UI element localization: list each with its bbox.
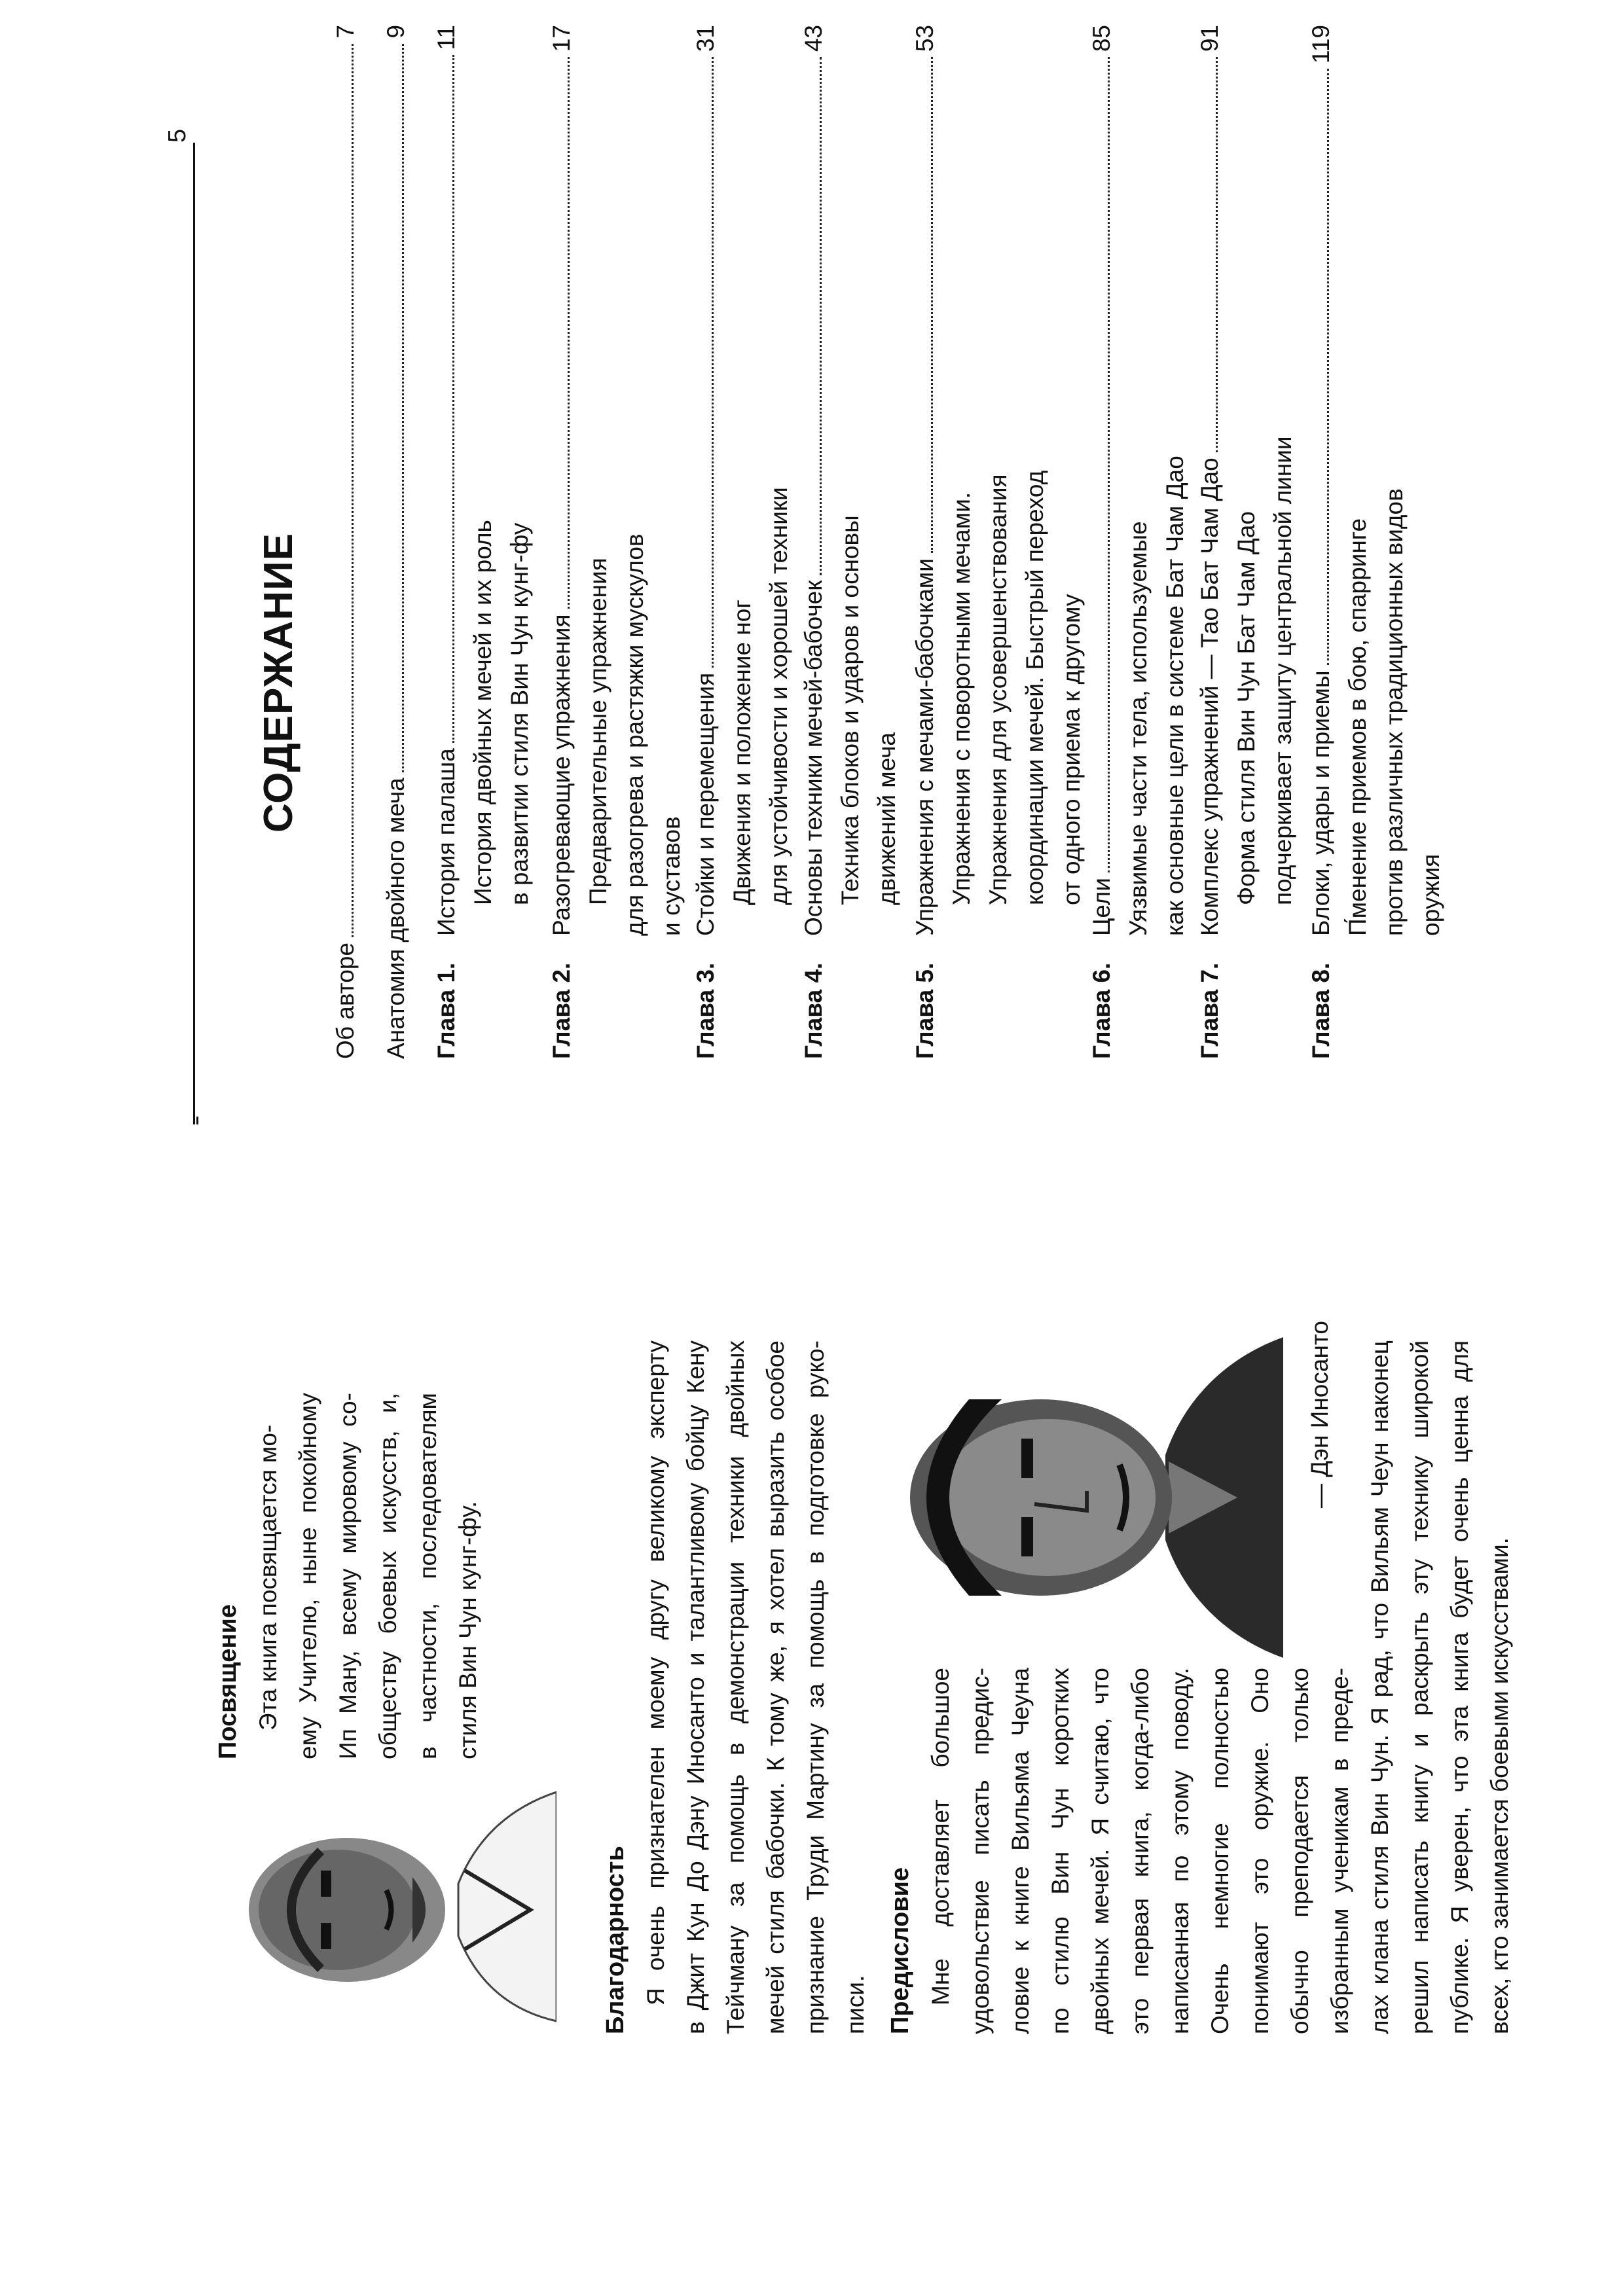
foreword-line: по стилю Вин Чун коротких: [1047, 1668, 1074, 2034]
acknowledgement-line: мечей стиля бабочки. К тому же, я хотел выразить особое: [762, 1340, 789, 2034]
toc-leader-dots: [931, 57, 933, 553]
toc-chapter-label: Глава 6.: [1088, 962, 1115, 1059]
toc-entry-subtitle: Техника блоков и ударов и основы: [837, 515, 864, 905]
top-rule-stub: [196, 1117, 198, 1124]
toc-entry-page: 31: [692, 25, 719, 52]
dedication-line: Эта книга посвящается мо-: [255, 1424, 282, 1731]
dedication-line: в частности, последователям: [414, 1393, 441, 1759]
toc-entry-page: 91: [1196, 25, 1223, 52]
toc-chapter-label: Глава 3.: [692, 962, 719, 1059]
foreword-line: избранным ученикам в преде-: [1326, 1668, 1353, 2034]
toc-entry-subtitle: подчеркивает защиту центральной линии: [1269, 436, 1296, 905]
foreword-signature: — Дэн Иносанто: [1306, 1321, 1333, 1509]
toc-chapter-label: Глава 5.: [911, 962, 938, 1059]
foreword-line: двойных мечей. Я считаю, что: [1087, 1668, 1114, 2034]
toc-entry-subtitle: для устойчивости и хорошей техники: [765, 487, 792, 905]
acknowledgement-line: Тейчману за помощь в демонстрации техники двойных: [722, 1340, 749, 2034]
toc-entry-subtitle: П́менение приемов в бою, спарринге: [1344, 518, 1371, 936]
toc-entry-subtitle: против различных традиционных видов: [1381, 488, 1408, 936]
right-page: [0, 12, 1623, 1124]
toc-chapter-label: Глава 2.: [548, 962, 575, 1059]
left-page: [0, 1196, 1623, 2244]
toc-entry-subtitle: Упражнения для усовершенствования: [985, 474, 1012, 905]
toc-chapter-label: Глава 7.: [1196, 962, 1223, 1059]
toc-entry-page: 119: [1307, 25, 1334, 63]
toc-entry-page: 17: [548, 25, 575, 52]
toc-leader-dots: [712, 57, 714, 668]
acknowledgement-line: писи.: [842, 1975, 869, 2034]
toc-entry-title: Блоки, удары и приемы: [1307, 670, 1334, 936]
acknowledgement-line: Я очень признателен моему другу великому эксперту: [642, 1340, 669, 2005]
acknowledgement-line: признание Труди Мартину за помощь в подготовке руко-: [802, 1340, 829, 2034]
toc-leader-dots: [352, 44, 354, 937]
toc-entry-chapter-5[interactable]: [907, 25, 1090, 1059]
toc-entry-title: Стойки и перемещения: [692, 672, 719, 936]
toc-leader-dots: [1108, 57, 1110, 872]
toc-entry-title: История палаша: [433, 748, 460, 936]
toc-entry-page: 7: [332, 25, 359, 39]
acknowledgement-line: в Джит Кун До Дэну Иносанто и талантливому бойцу Кену: [682, 1340, 709, 2034]
dedication-line: Ип Ману, всему мировому со-: [335, 1393, 361, 1759]
foreword-line: написанная по этому поводу.: [1167, 1668, 1194, 2034]
toc-entry-subtitle: Форма стиля Вин Чун Бат Чам Дао: [1233, 511, 1260, 905]
dedication-line: обществу боевых искусств, и,: [374, 1393, 401, 1759]
acknowledgement-section: [596, 1340, 875, 2034]
toc-entry-title: Анатомия двойного меча: [382, 778, 409, 1059]
toc-title: СОДЕРЖАНИЕ: [256, 532, 301, 833]
toc-entry-subtitle: для разогрева и растяжки мускулов: [621, 533, 648, 936]
toc-entry-title: Упражнения с мечами-бабочками: [911, 558, 938, 936]
toc-chapter-label: Глава 1.: [433, 962, 460, 1059]
toc-entry-page: 11: [433, 25, 460, 50]
acknowledgement-heading: Благодарность: [602, 1846, 629, 2034]
toc-entry-subtitle: движений меча: [873, 732, 900, 905]
toc-leader-dots: [568, 57, 570, 609]
toc-entry-chapter-3[interactable]: [687, 25, 797, 1059]
toc-entry-chapter-2[interactable]: [543, 25, 690, 1059]
toc-entry-chapter-7[interactable]: [1192, 25, 1302, 1059]
toc-entry[interactable]: [327, 25, 364, 1059]
toc-leader-dots: [1327, 69, 1329, 665]
foreword-line: обычно преподается только: [1286, 1668, 1313, 2034]
toc-chapter-label: Глава 8.: [1307, 962, 1334, 1059]
toc-entry-title: Разогревающие упражнения: [548, 614, 575, 936]
dedication-line: стиля Вин Чун кунг-фу.: [454, 1501, 481, 1759]
toc-entry-chapter-8[interactable]: [1303, 25, 1450, 1059]
foreword-line: это первая книга, когда-либо: [1127, 1668, 1154, 2034]
toc-entry-subtitle: оружия: [1417, 853, 1444, 936]
foreword-line: ловие к книге Вильяма Чеуна: [1007, 1668, 1034, 2034]
dedication-heading: Посвящение: [214, 1604, 242, 1759]
toc-entry-page: 43: [800, 25, 827, 52]
toc-entry-page: 9: [382, 25, 409, 39]
foreword-line: публике. Я уверен, что эта книга будет очень ценна для: [1446, 1340, 1473, 2034]
toc-entry-title: Комплекс упражнений — Тао Бат Чам Дао: [1196, 457, 1223, 936]
toc-chapter-label: Глава 4.: [800, 962, 827, 1059]
toc-entry-subtitle: от одного приема к другому: [1058, 594, 1085, 905]
toc-entry-subtitle: Упражнения с поворотными мечами.: [948, 492, 975, 905]
toc-leader-dots: [820, 57, 822, 575]
foreword-line: Очень немногие полностью: [1207, 1668, 1233, 2034]
foreword-line: всех, кто занимается боевыми искусствами.: [1486, 1537, 1513, 2034]
toc-entry-title: Основы техники мечей-бабочек: [800, 580, 827, 936]
toc-entry-page: 53: [911, 25, 938, 52]
foreword-heading: Предисловие: [886, 1867, 914, 2034]
toc-entry[interactable]: [378, 25, 414, 1059]
toc-entry-title: Об авторе: [332, 942, 359, 1059]
toc-entry-subtitle: Предварительные упражнения: [585, 558, 611, 905]
foreword-line: лах клана стиля Вин Чун. Я рад, что Вильям Чеун наконец: [1366, 1340, 1393, 2034]
toc-entry-subtitle: в развитии стиля Вин Чун кунг-фу: [506, 522, 533, 905]
inosanto-portrait-photo: [871, 1337, 1283, 1658]
toc-leader-dots: [402, 44, 404, 773]
toc-entry-subtitle: и суставов: [658, 816, 685, 936]
foreword-line: решил написать книгу и раскрыть эту технику широкой: [1406, 1340, 1433, 2034]
toc-entry-subtitle: Движения и положение ног: [729, 600, 756, 905]
toc-entry-subtitle: координации мечей. Быстрый переход: [1021, 470, 1048, 905]
dedication-section: [208, 1393, 488, 1759]
page-number: 5: [164, 128, 191, 143]
toc-entry-subtitle: История двойных мечей и их роль: [469, 520, 496, 905]
top-rule: [193, 143, 195, 1124]
foreword-line: понимают это оружие. Оно: [1247, 1668, 1273, 2034]
toc-entry-chapter-6[interactable]: [1084, 25, 1194, 1059]
toc-entry-page: 85: [1088, 25, 1115, 52]
toc-entry-subtitle: Уязвимые части тела, используемые: [1125, 521, 1152, 936]
toc-leader-dots: [452, 55, 454, 743]
foreword-line: удовольствие писать предис-: [967, 1668, 994, 2034]
foreword-line: Мне доставляет большое: [927, 1668, 954, 2005]
toc-entry-chapter-4[interactable]: [795, 25, 905, 1059]
toc-entry-subtitle: как основные цели в системе Бат Чам Дао: [1161, 456, 1188, 936]
dedication-line: ему Учителю, ныне покойному: [295, 1393, 321, 1759]
toc-leader-dots: [1216, 57, 1218, 452]
author-portrait-photo: [190, 1772, 556, 2047]
toc-entry-chapter-1[interactable]: [428, 25, 538, 1059]
toc-entry-title: Цели: [1088, 878, 1115, 936]
